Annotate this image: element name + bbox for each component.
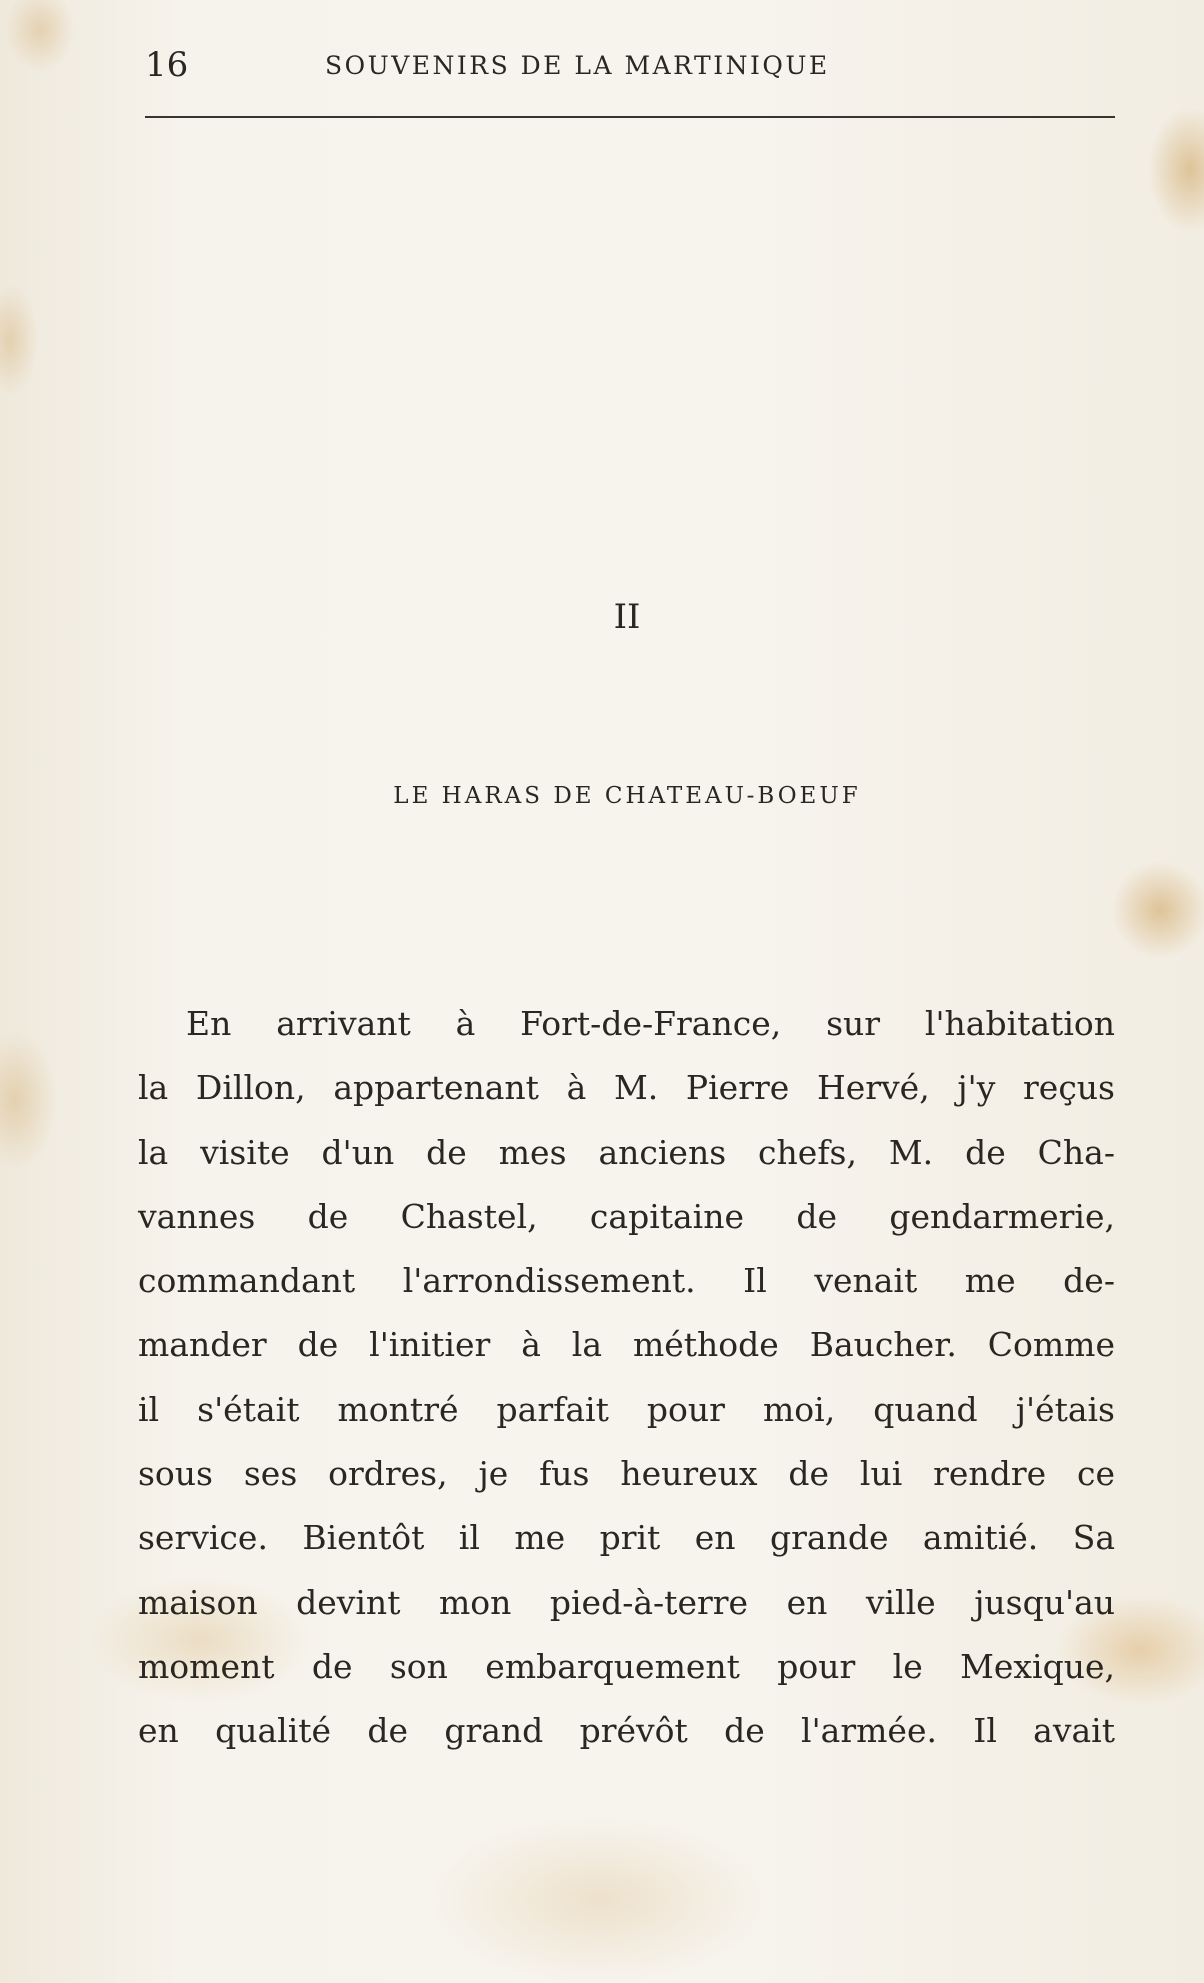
- page-number: 16: [145, 45, 189, 85]
- chapter-title: LE HARAS DE CHATEAU-BOEUF: [393, 783, 861, 809]
- chapter-number: II: [613, 597, 641, 637]
- running-title: SOUVENIRS DE LA MARTINIQUE: [325, 51, 830, 80]
- paragraph: [138, 992, 1115, 1764]
- text-line: la Dillon, appartenant à M. Pierre Hervé, j'y reçus: [138, 1068, 1115, 1108]
- text-line: maison devint mon pied-à-terre en ville jusqu'au: [138, 1582, 1115, 1622]
- running-head: [145, 40, 1115, 90]
- text-line: mander de l'initier à la méthode Baucher. Comme: [138, 1325, 1115, 1365]
- text-line: service. Bientôt il me prit en grande amitié. Sa: [138, 1518, 1115, 1558]
- text-line: la visite d'un de mes anciens chefs, M. de Cha-: [138, 1132, 1115, 1172]
- text-line: il s'était montré parfait pour moi, quand j'étais: [138, 1389, 1115, 1429]
- text-line: En arrivant à Fort-de-France, sur l'habitation: [186, 1004, 1115, 1043]
- text-line: commandant l'arrondissement. Il venait me de-: [138, 1261, 1115, 1301]
- text-line: moment de son embarquement pour le Mexique,: [138, 1646, 1115, 1686]
- header-rule: [145, 116, 1115, 118]
- text-line: sous ses ordres, je fus heureux de lui rendre ce: [138, 1454, 1115, 1494]
- text-line: vannes de Chastel, capitaine de gendarmerie,: [138, 1196, 1115, 1236]
- text-line: en qualité de grand prévôt de l'armée. Il avait: [138, 1711, 1115, 1751]
